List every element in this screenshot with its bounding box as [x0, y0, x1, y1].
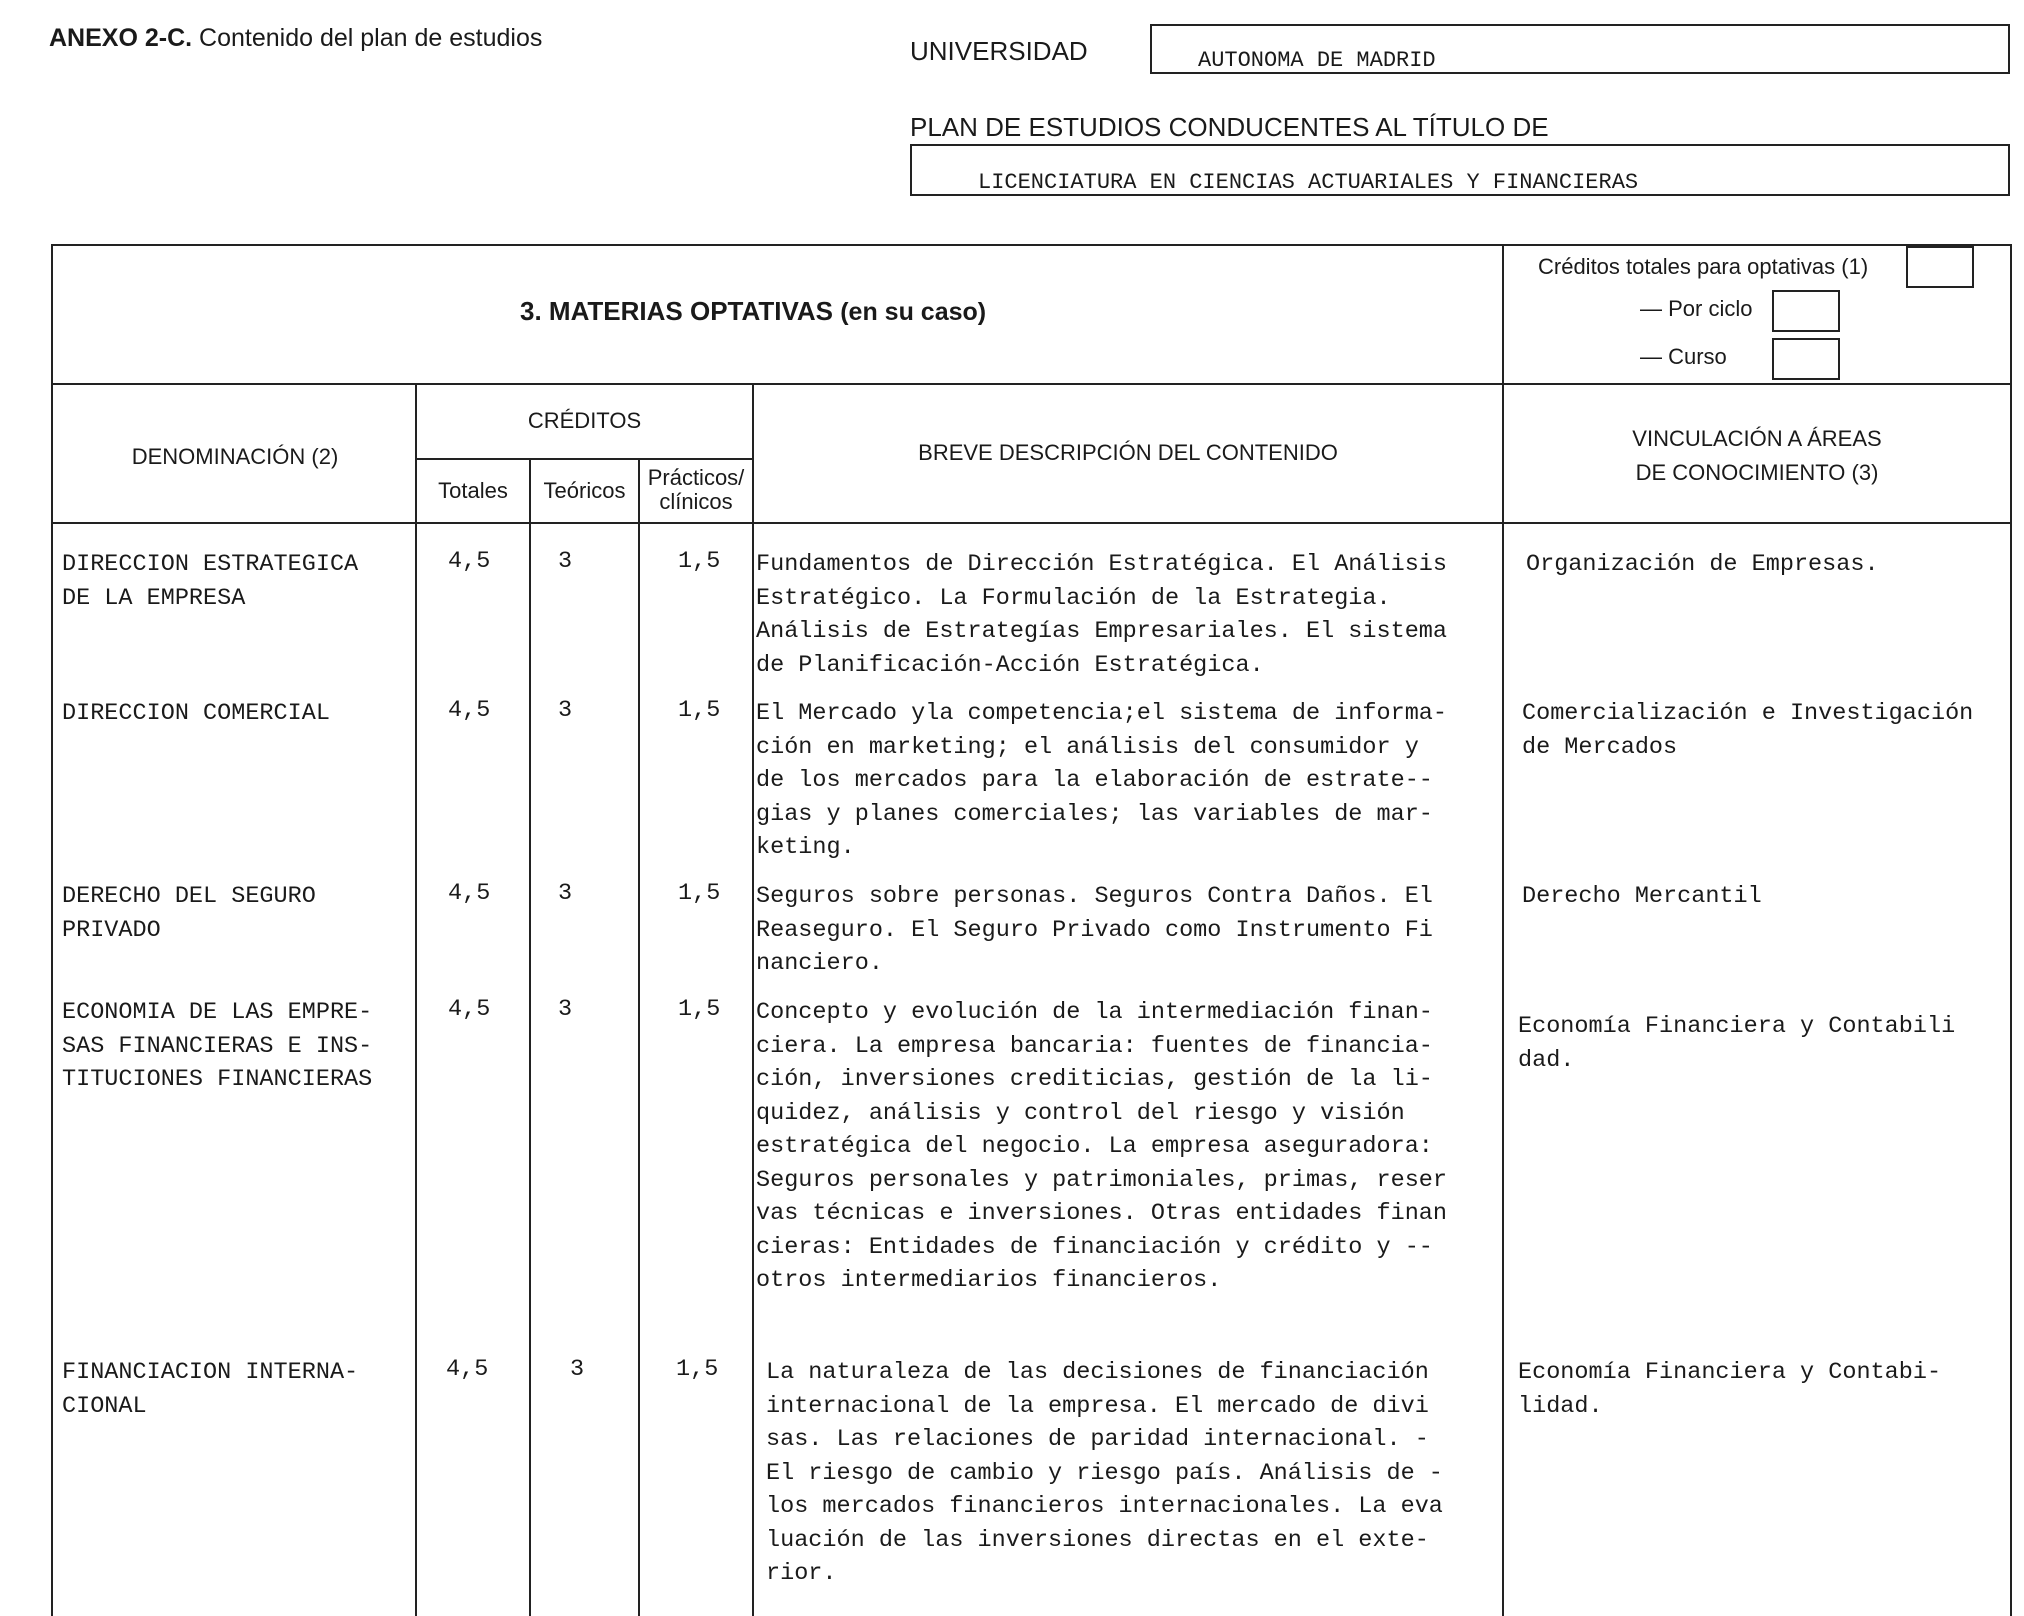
rule-below-column-headers: [51, 522, 2012, 524]
rule-col-totales: [529, 458, 531, 1616]
header-vinculacion-line1: VINCULACIÓN A ÁREAS: [1632, 426, 1882, 451]
per-cycle-label: — Por ciclo: [1640, 296, 1753, 321]
row-4-area: Economía Financiera y Contabili dad.: [1518, 1013, 1956, 1074]
section-title-main: 3. MATERIAS OPTATIVAS: [520, 296, 833, 326]
rule-col-denominacion: [415, 385, 417, 1616]
row-3-totales: 4,5: [448, 880, 491, 907]
credits-total-label: Créditos totales para optativas (1): [1538, 254, 1869, 279]
row-3-name: DERECHO DEL SEGURO PRIVADO: [62, 883, 316, 944]
degree-box: [910, 144, 2010, 196]
header-denominacion: DENOMINACIÓN (2): [131, 444, 339, 469]
row-5-description: La naturaleza de las decisiones de financiación internacional de la empresa. El mercado de divi sas. Las relaciones de paridad internacional. - El riesgo de cambio y riesgo país. Análisis de - los mercados financieros internacionales. La eva luación de las inversiones directas en el exte- rior.: [766, 1359, 1443, 1587]
university-box: [1150, 24, 2010, 74]
row-1-description: Fundamentos de Dirección Estratégica. El Análisis Estratégico. La Formulación de la Estrategia. Análisis de Estrategías Empresariales. El sistema de Planificación-Acción Estratégica.: [756, 551, 1448, 679]
header-creditos: CRÉDITOS: [527, 408, 642, 433]
row-1-practicos: 1,5: [678, 548, 721, 575]
header-teoricos: Teóricos: [543, 478, 626, 503]
row-3-area: Derecho Mercantil: [1522, 883, 1762, 910]
row-4-practicos: 1,5: [678, 996, 721, 1023]
per-course-label: — Curso: [1640, 344, 1727, 369]
section-title: [520, 296, 986, 327]
row-4-description: Concepto y evolución de la intermediación finan- ciera. La empresa bancaria: fuentes de financia- ción, inversiones crediticias, gestión de la li- quidez, análisis y control del riesgo y visión estratégica del negocio. La empresa aseguradora: Seguros personales y patrimoniales, primas, reser vas técnicas e inversiones. Otras entidades finan cieras: Entidades de financiación y crédito y -- otros intermediarios financieros.: [756, 999, 1448, 1294]
row-1-name: DIRECCION ESTRATEGICA DE LA EMPRESA: [62, 551, 359, 612]
header-practicos-line2: clínicos: [659, 489, 733, 514]
header-practicos-line1: Prácticos/: [647, 465, 745, 490]
row-1-totales: 4,5: [448, 548, 491, 575]
per-cycle-box[interactable]: [1772, 290, 1840, 332]
annex-subtitle: Contenido del plan de estudios: [199, 24, 543, 52]
header-totales: Totales: [438, 478, 508, 503]
header-vinculacion: [1504, 422, 2010, 490]
row-4-teoricos: 3: [558, 996, 573, 1023]
row-2-area: Comercialización e Investigación de Mercados: [1522, 700, 1974, 761]
header-vinculacion-line2: DE CONOCIMIENTO (3): [1635, 460, 1879, 485]
university-value: AUTONOMA DE MADRID: [1198, 48, 1436, 73]
rule-below-creditos: [415, 458, 753, 460]
rule-col-practicos: [752, 385, 754, 1616]
row-3-teoricos: 3: [558, 880, 573, 907]
row-2-name: DIRECCION COMERCIAL: [62, 700, 330, 727]
row-4-totales: 4,5: [448, 996, 491, 1023]
credits-total-box[interactable]: [1906, 246, 1974, 288]
section-title-suffix: (en su caso): [840, 298, 987, 326]
row-2-totales: 4,5: [448, 697, 491, 724]
row-1-teoricos: 3: [558, 548, 573, 575]
row-2-practicos: 1,5: [678, 697, 721, 724]
per-course-box[interactable]: [1772, 338, 1840, 380]
row-5-area: Economía Financiera y Contabi- lidad.: [1518, 1359, 1942, 1420]
degree-value: LICENCIATURA EN CIENCIAS ACTUARIALES Y FINANCIERAS: [978, 170, 1639, 195]
annex-title: [49, 24, 542, 53]
header-practicos: [640, 466, 752, 514]
row-2-description: El Mercado yla competencia;el sistema de informa- ción en marketing; el análisis del consumidor y de los mercados para la elaboración de estrate-- gias y planes comerciales; las variables de mar- keting.: [756, 700, 1448, 861]
plan-label: PLAN DE ESTUDIOS CONDUCENTES AL TÍTULO DE: [910, 112, 1549, 142]
annex-label: ANEXO 2-C.: [49, 24, 193, 52]
row-5-practicos: 1,5: [676, 1356, 719, 1383]
row-5-totales: 4,5: [446, 1356, 489, 1383]
row-5-teoricos: 3: [570, 1356, 585, 1383]
row-3-practicos: 1,5: [678, 880, 721, 907]
row-5-name: FINANCIACION INTERNA- CIONAL: [62, 1359, 359, 1420]
row-1-area: Organización de Empresas.: [1526, 551, 1879, 578]
header-descripcion: BREVE DESCRIPCIÓN DEL CONTENIDO: [918, 440, 1338, 465]
row-3-description: Seguros sobre personas. Seguros Contra Daños. El Reaseguro. El Seguro Privado como Instrumento Fi nanciero.: [756, 883, 1433, 977]
row-2-teoricos: 3: [558, 697, 573, 724]
rule-col-teoricos: [638, 458, 640, 1616]
university-label: UNIVERSIDAD: [910, 36, 1088, 66]
rule-below-section-header: [51, 383, 2012, 385]
row-4-name: ECONOMIA DE LAS EMPRE- SAS FINANCIERAS E INS- TITUCIONES FINANCIERAS: [62, 999, 373, 1093]
